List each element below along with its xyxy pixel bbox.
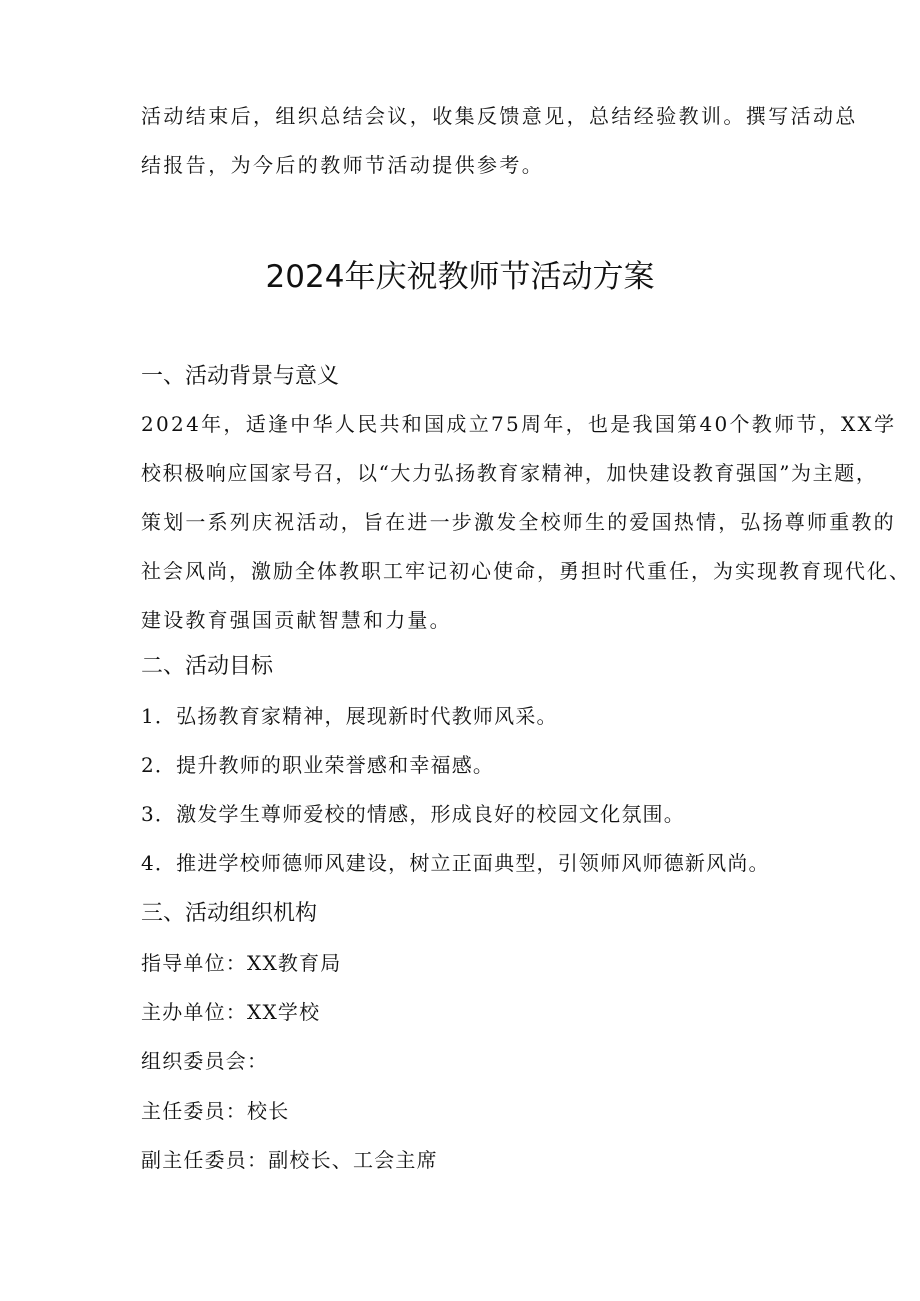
section-heading-organization: 三、活动组织机构 (141, 901, 318, 926)
org-item-host: 主办单位：XX学校 (141, 1000, 321, 1024)
intro-line-1: 活动结束后，组织总结会议，收集反馈意见，总结经验教训。撰写活动总 (141, 104, 858, 128)
goal-item-2: 2．提升教师的职业荣誉感和幸福感。 (141, 753, 495, 777)
goal-item-1: 1．弘扬教育家精神，展现新时代教师风采。 (141, 704, 558, 728)
intro-line-2: 结报告，为今后的教师节活动提供参考。 (141, 153, 545, 177)
org-item-deputy-director: 副主任委员：副校长、工会主席 (141, 1148, 438, 1172)
section-heading-goals: 二、活动目标 (141, 654, 274, 679)
org-item-guidance: 指导单位：XX教育局 (141, 951, 342, 975)
background-line-2: 校积极响应国家号召，以“大力弘扬教育家精神，加快建设教育强国”为主题， (141, 461, 878, 485)
background-line-4: 社会风尚，激励全体教职工牢记初心使命，勇担时代重任，为实现教育现代化、 (141, 559, 911, 583)
org-item-committee: 组织委员会： (141, 1049, 269, 1073)
goal-item-4: 4．推进学校师德师风建设，树立正面典型，引领师风师德新风尚。 (141, 851, 770, 875)
section-heading-background: 一、活动背景与意义 (141, 364, 340, 389)
background-line-1: 2024年，适逢中华人民共和国成立75周年，也是我国第40个教师节，XX学 (141, 412, 897, 436)
goal-item-3: 3．激发学生尊师爱校的情感，形成良好的校园文化氛围。 (141, 802, 685, 826)
background-paragraph (141, 400, 911, 645)
document-title: 2024年庆祝教师节活动方案 (265, 259, 655, 295)
intro-paragraph (141, 92, 858, 190)
org-item-director: 主任委员：校长 (141, 1099, 290, 1123)
background-line-5: 建设教育强国贡献智慧和力量。 (141, 608, 452, 632)
background-line-3: 策划一系列庆祝活动，旨在进一步激发全校师生的爱国热情，弘扬尊师重教的 (141, 510, 896, 534)
